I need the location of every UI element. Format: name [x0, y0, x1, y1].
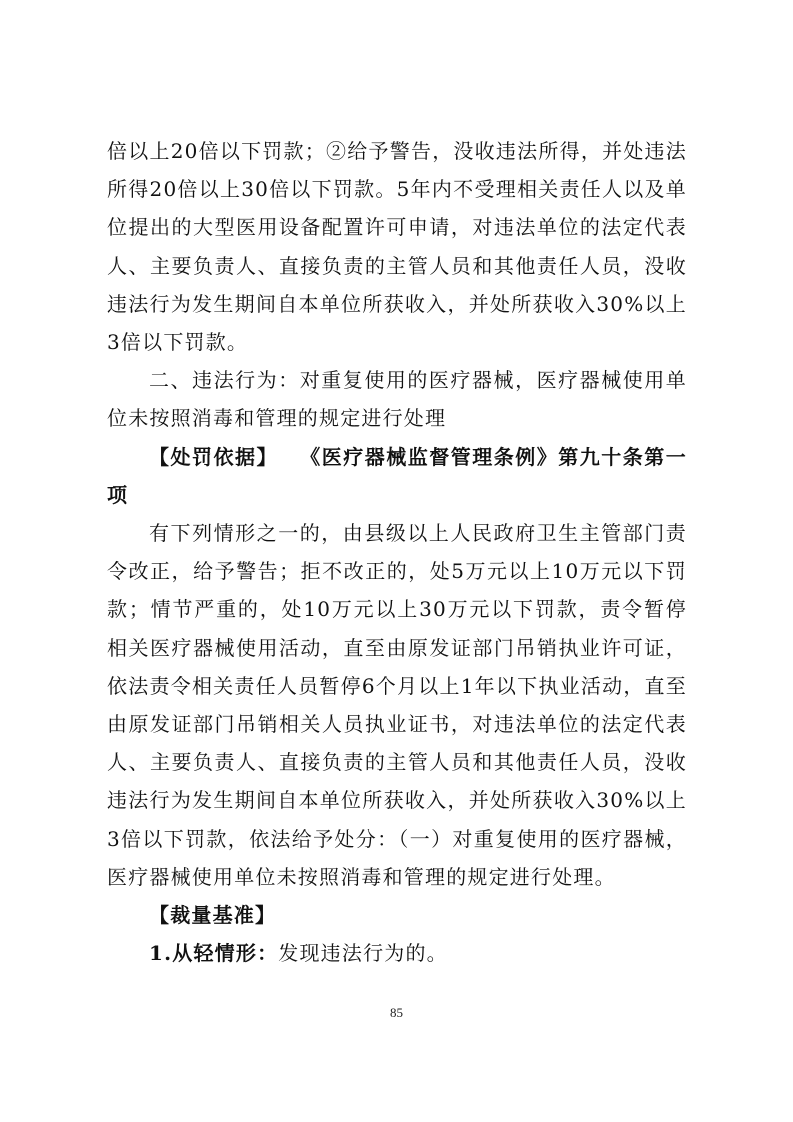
light-circumstance-text: 发现违法行为的。 [278, 941, 448, 966]
penalty-basis-label: 【处罚依据】 [149, 444, 278, 469]
section-heading-violation: 二、违法行为：对重复使用的医疗器械，医疗器械使用单位未按照消毒和管理的规定进行处理 [107, 368, 687, 431]
light-circumstance-label: 1.从轻情形： [149, 941, 279, 966]
page-number: 85 [390, 1005, 403, 1020]
light-circumstance-line [107, 934, 687, 972]
penalty-basis-line [107, 438, 687, 514]
document-body [107, 132, 687, 972]
discretion-standard-label: 【裁量基准】 [149, 903, 277, 928]
penalty-basis-text: 《医疗器械监督管理条例》第九十条第一项 [107, 444, 687, 507]
paragraph-penalty-continuation: 倍以上20倍以下罚款；②给予警告，没收违法所得，并处违法所得20倍以上30倍以下罚款。5年内不受理相关责任人以及单位提出的大型医用设备配置许可申请，对违法单位的法定代表人、主要负责人、直接负责的主管人员和其他责任人员，没收违法行为发生期间自本单位所获收入，并处所获收入30%以上3倍以下罚款。 [107, 139, 687, 355]
paragraph-regulation: 有下列情形之一的，由县级以上人民政府卫生主管部门责令改正，给予警告；拒不改正的，处5万元以上10万元以下罚款；情节严重的，处10万元以上30万元以下罚款，责令暂停相关医疗器械使用活动，直至由原发证部门吊销执业许可证，依法责令相关责任人员暂停6个月以上1年以下执业活动，直至由原发证部门吊销相关人员执业证书，对违法单位的法定代表人、主要负责人、直接负责的主管人员和其他责任人员，没收违法行为发生期间自本单位所获收入，并处所获收入30%以上3倍以下罚款，依法给予处分：（一）对重复使用的医疗器械，医疗器械使用单位未按照消毒和管理的规定进行处理。 [107, 521, 687, 889]
